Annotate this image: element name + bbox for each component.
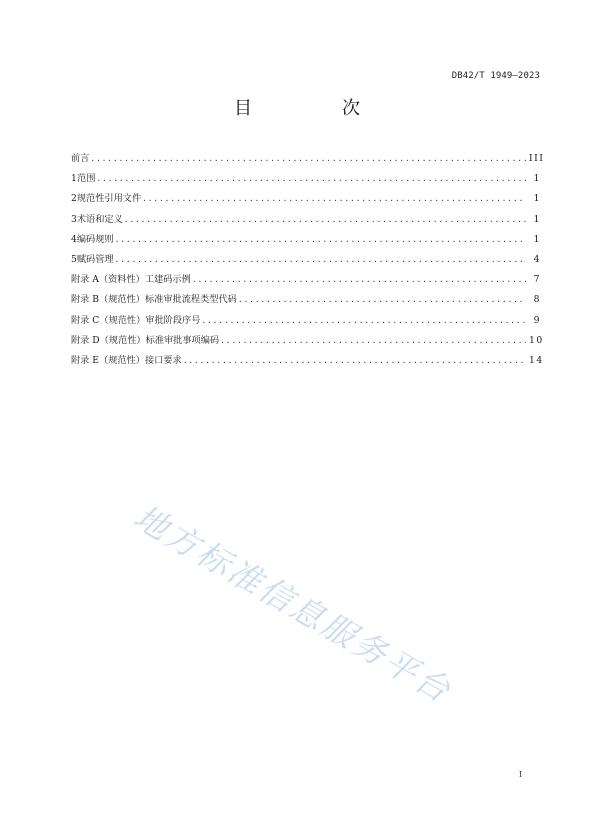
toc-entry-terms-definitions[interactable]	[71, 211, 541, 231]
toc-page-number: III	[529, 153, 545, 164]
toc-section-number: 4	[71, 233, 77, 245]
toc-annex-prefix: 附录 E（规范性）	[71, 354, 145, 366]
toc-title: 目 次	[234, 98, 396, 119]
table-of-contents	[71, 150, 545, 372]
toc-entry-code-assignment[interactable]	[71, 251, 541, 271]
toc-page-number: 8	[533, 294, 541, 306]
toc-page-number: 1	[533, 193, 541, 205]
toc-page-number: 1	[533, 233, 541, 245]
toc-entry-label: 工建码示例	[144, 274, 191, 286]
toc-entry-coding-rules[interactable]	[71, 231, 541, 251]
toc-annex-prefix: 附录 D（规范性）	[71, 334, 146, 346]
dot-leader	[90, 155, 526, 163]
dot-leader	[142, 195, 526, 203]
toc-entry-annex-d[interactable]	[71, 332, 544, 352]
toc-entry-annex-a[interactable]	[71, 271, 541, 291]
toc-page-number: 14	[529, 354, 544, 366]
toc-entry-label: 标准审批流程类型代码	[144, 294, 237, 306]
toc-entry-scope[interactable]	[71, 170, 541, 190]
dot-leader	[183, 357, 526, 365]
toc-section-number: 5	[71, 253, 77, 265]
dot-leader	[115, 256, 526, 264]
toc-entry-annex-e[interactable]	[71, 352, 544, 372]
toc-page-number: 1	[533, 173, 541, 185]
toc-annex-prefix: 附录 C（规范性）	[71, 314, 146, 326]
toc-page-number: 4	[533, 253, 541, 265]
dot-leader	[115, 236, 526, 244]
toc-section-number: 1	[71, 173, 77, 185]
toc-page-number: 9	[533, 314, 541, 326]
toc-entry-annex-c[interactable]	[71, 312, 541, 332]
dot-leader	[201, 317, 526, 325]
toc-entry-label: 前言	[71, 153, 90, 164]
toc-page-number: 7	[533, 274, 541, 286]
toc-page-number: 1	[533, 213, 541, 225]
dot-leader	[124, 216, 526, 224]
toc-entry-label: 审批阶段序号	[145, 314, 201, 326]
toc-entry-label: 接口要求	[144, 354, 182, 366]
document-code: DB42/T 1949—2023	[451, 71, 540, 81]
watermark: 地方标准信息服务平台	[127, 497, 459, 711]
toc-entry-label: 术语和定义	[76, 213, 123, 225]
toc-entry-label: 标准审批事项编码	[145, 334, 220, 346]
toc-entry-label: 赋码管理	[76, 253, 114, 265]
toc-page-number: 10	[529, 334, 544, 346]
dot-leader	[238, 296, 526, 304]
toc-section-number: 2	[71, 193, 77, 205]
toc-entry-annex-b[interactable]	[71, 291, 541, 311]
toc-entry-label: 编码规则	[76, 233, 114, 245]
toc-entry-label: 规范性引用文件	[76, 193, 142, 205]
toc-entry-normative-references[interactable]	[71, 190, 541, 210]
footer-page-number: I	[518, 770, 522, 779]
dot-leader	[192, 276, 526, 284]
toc-annex-prefix: 附录 B（规范性）	[71, 294, 145, 306]
toc-section-number: 3	[71, 213, 77, 225]
toc-annex-prefix: 附录 A（资料性）	[71, 274, 145, 286]
dot-leader	[96, 175, 526, 183]
toc-entry-foreword[interactable]	[71, 150, 545, 170]
dot-leader	[220, 337, 526, 345]
toc-entry-label: 范围	[77, 173, 96, 185]
